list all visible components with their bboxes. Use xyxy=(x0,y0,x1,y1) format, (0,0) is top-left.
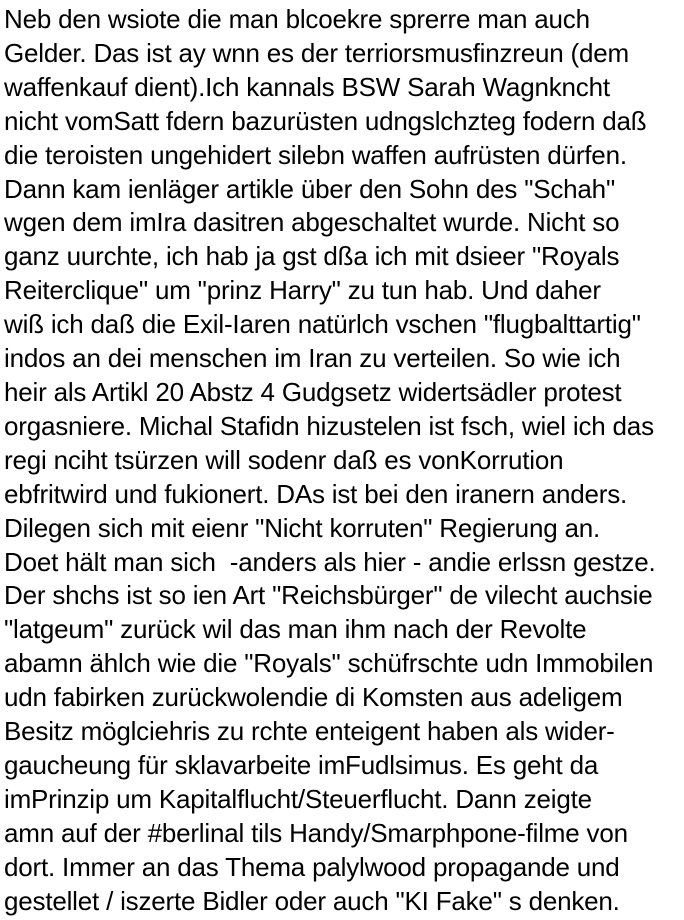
text-line: Doet hält man sich -anders als hier - andie erlssn gestze. xyxy=(4,546,656,577)
text-line: Besitz möglciehris zu rchte enteigent haben als wider- xyxy=(4,716,615,747)
text-line: gaucheung für sklavarbeite imFudlsimus. Es geht da xyxy=(4,749,599,780)
text-line: Dann kam ienläger artikle über den Sohn des "Schah" xyxy=(4,173,615,204)
text-line: wgen dem imIra dasitren abgeschaltet wurde. Nicht so xyxy=(4,207,620,238)
text-line: heir als Artikl 20 Abstz 4 Gudgsetz widertsädler protest xyxy=(4,376,622,407)
text-line: wiß ich daß die Exil-Iaren natürlch vschen "flugbalttartig" xyxy=(4,309,641,340)
text-line: indos an dei menschen im Iran zu verteilen. So wie ich xyxy=(4,343,621,374)
text-line: regi nciht tsürzen will sodenr daß es vonKorrution xyxy=(4,444,564,475)
text-line: ebfritwird und fukionert. DAs ist bei den iranern anders. xyxy=(4,478,628,509)
text-line: udn fabirken zurückwolendie di Komsten aus adeligem xyxy=(4,682,623,713)
text-line: nicht vomSatt fdern bazurüsten udngslchzteg fodern daß xyxy=(4,105,647,136)
text-line: Der shchs ist so ien Art "Reichsbürger" de vilecht auchsie xyxy=(4,580,653,611)
text-line: Dilegen sich mit eienr "Nicht korruten" Regierung an. xyxy=(4,512,601,543)
text-line: orgasniere. Michal Stafidn hizustelen ist fsch, wiel ich das xyxy=(4,410,654,441)
text-line: ganz uurchte, ich hab ja gst dßa ich mit dsieer "Royals xyxy=(4,241,620,272)
text-line: imPrinzip um Kapitalflucht/Steuerflucht. Dann zeigte xyxy=(4,783,592,814)
text-line: amn auf der #berlinal tils Handy/Smarphpone-filme von xyxy=(4,817,628,848)
text-line: Gelder. Das ist ay wnn es der terriorsmusfinzreun (dem xyxy=(4,37,629,68)
text-line: waffenkauf dient).Ich kannals BSW Sarah Wagnkncht xyxy=(4,71,610,102)
text-line: Reiterclique" um "prinz Harry" zu tun hab. Und daher xyxy=(4,275,601,306)
text-line: dort. Immer an das Thema palylwood propagande und xyxy=(4,851,620,882)
text-line: Neb den wsiote die man blcoekre sprerre man auch xyxy=(4,4,590,34)
text-line: "latgeum" zurück wil das man ihm nach der Revolte xyxy=(4,614,587,645)
text-line: abamn ählch wie die "Royals" schüfrschte udn Immobilen xyxy=(4,648,654,679)
text-line: die teroisten ungehidert silebn waffen aufrüsten dürfen. xyxy=(4,139,627,170)
text-line: gestellet / iszerte Bidler oder auch "KI Fake" s denken. xyxy=(4,885,620,916)
